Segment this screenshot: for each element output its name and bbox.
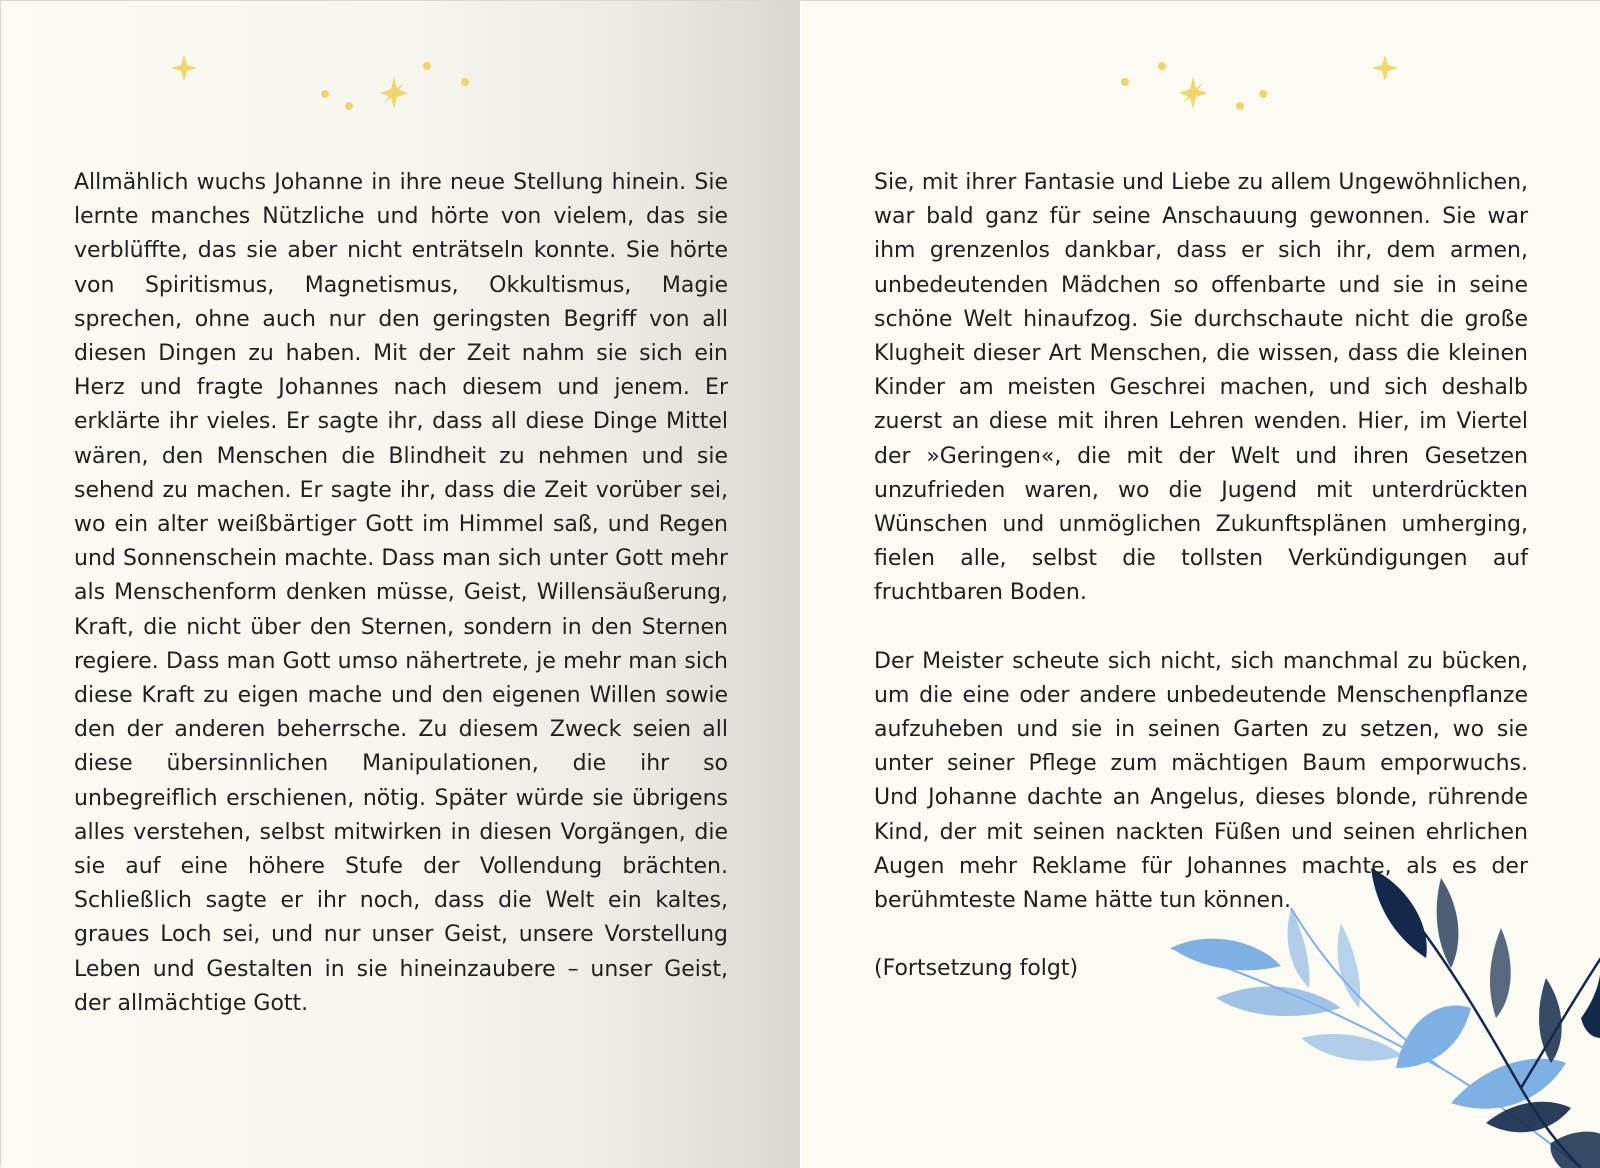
left-page xyxy=(1,1,801,1168)
right-page xyxy=(801,1,1600,1168)
right-paragraph-2: Der Meister scheute sich nicht, sich manchmal zu bücken, um die eine oder andere unbedeutende Menschenpflanze aufzuheben und sie in seinen Garten zu setzen, wo sie unter seiner Pflege zum mächtigen Baum emporwuchs. Und Johanne dachte an Angelus, dieses blonde, rührende Kind, der mit seinen nackten Füßen und seinen ehrlichen Augen mehr Reklame für Johannes machte, als es der berühmteste Name hätte tun können. xyxy=(874,648,1528,914)
paragraph-spacer xyxy=(874,918,1528,952)
sparkle-stars-left-icon xyxy=(1,1,801,121)
left-paragraph-1: Allmählich wuchs Johanne in ihre neue Stellung hinein. Sie lernte manches Nützliche und hörte von vielem, das sie verblüffte, das sie aber nicht enträtseln konnte. Sie hörte von Spiritismus, Magnetismus, Okkultismus, Magie sprechen, ohne auch nur den geringsten Begriff von all diesen Dingen zu haben. Mit der Zeit nahm sie sich ein Herz und fragte Johannes nach diesem und jenem. Er erklärte ihr vieles. Er sagte ihr, dass all diese Dinge Mittel wären, den Menschen die Blindheit zu nehmen und sie sehend zu machen. Er sagte ihr, dass die Zeit vorüber sei, wo ein alter weißbärtiger Gott im Himmel saß, und Regen und Sonnenschein machte. Dass man sich unter Gott mehr als Menschenform denken müsse, Geist, Willensäußerung, Kraft, die nicht über den Sternen, sondern in den Sternen regiere. Dass man Gott umso nähertrete, je mehr man sich diese Kraft zu eigen mache und den eigenen Willen sowie den der anderen beherrsche. Zu diesem Zweck seien all diese übersinnlichen Manipulationen, die ihr so unbegreiflich erschienen, nötig. Später würde sie übrigens alles verstehen, selbst mitwirken in diesen Vorgängen, die sie auf eine höhere Stufe der Vollendung brächten. Schließlich sagte er ihr noch, dass die Welt ein kaltes, graues Loch sei, und nur unser Geist, unsere Vorstellung Leben und Gestalten in sie hineinzaubere – unser Geist, der allmächtige Gott. xyxy=(74,170,728,1016)
sparkle-stars-right-icon xyxy=(801,1,1600,121)
continuation-note: (Fortsetzung folgt) xyxy=(874,956,1079,982)
right-paragraph-1: Sie, mit ihrer Fantasie und Liebe zu allem Ungewöhnlichen, war bald ganz für seine Anschauung gewonnen. Sie war ihm grenzenlos dankbar, dass er sich ihr, dem armen, unbedeutenden Mädchen so offenbarte und sie in seine schöne Welt hinaufzog. Sie durchschaute nicht die große Klugheit dieser Art Menschen, die wissen, dass die kleinen Kinder am meisten Geschrei machen, und sich deshalb zuerst an diese mit ihren Lehren wenden. Hier, im Viertel der »Geringen«, die mit der Welt und ihren Gesetzen unzufrieden waren, wo die Jugend mit unterdrückten Wünschen und unmöglichen Zukunftsplänen umherging, fielen alle, selbst die tollsten Verkündigungen auf fruchtbaren Boden. xyxy=(874,170,1528,606)
paragraph-spacer xyxy=(874,611,1528,645)
left-page-text xyxy=(74,166,728,1021)
right-page-text xyxy=(874,166,1528,986)
